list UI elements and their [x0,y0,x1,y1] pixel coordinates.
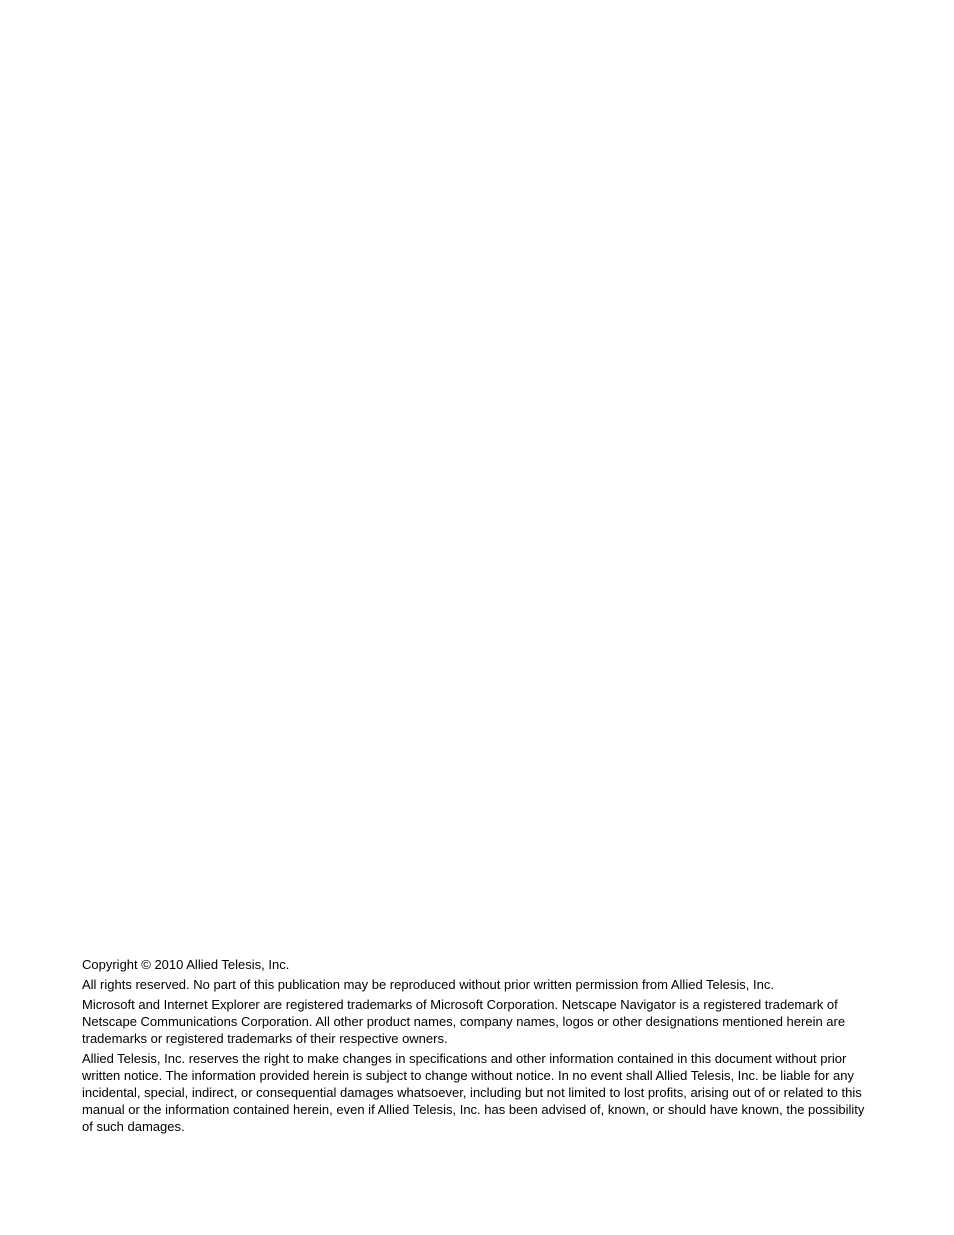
trademarks-notice: Microsoft and Internet Explorer are registered trademarks of Microsoft Corporation. Netscape Navigator is a registered trademark of Netscape Communications Corporation. All other product names, company names, logos or other designations mentioned herein are trademarks or registered trademarks of their respective owners. [82,997,846,1046]
copyright-notice: Copyright © 2010 Allied Telesis, Inc. [82,957,290,972]
legal-notice [82,956,872,1138]
rights-reserved-notice: All rights reserved. No part of this publication may be reproduced without prior written permission from Allied Telesis, Inc. [82,977,774,992]
disclaimer-notice: Allied Telesis, Inc. reserves the right to make changes in specifications and other information contained in this document without prior written notice. The information provided herein is subject to change without notice. In no event shall Allied Telesis, Inc. be liable for any incidental, special, indirect, or consequential damages whatsoever, including but not limited to lost profits, arising out of or related to this manual or the information contained herein, even if Allied Telesis, Inc. has been advised of, known, or should have known, the possibility of such damages. [82,1051,865,1134]
